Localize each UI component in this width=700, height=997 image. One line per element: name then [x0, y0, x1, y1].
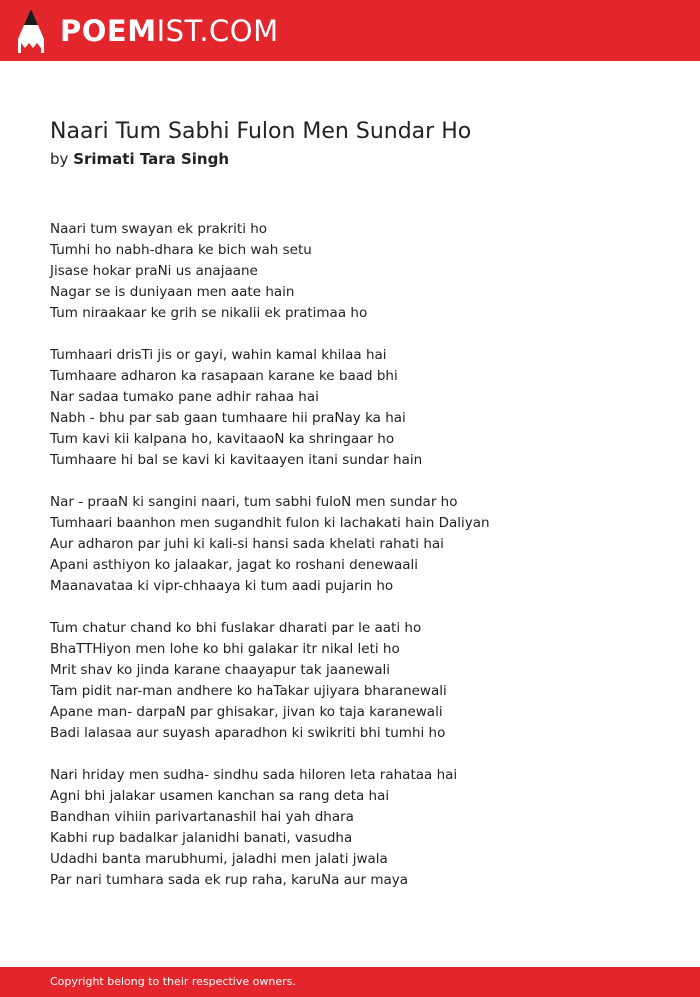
poem-line: Tum kavi kii kalpana ho, kavitaaoN ka shringaar ho — [50, 431, 395, 447]
poem-stanza — [50, 765, 670, 891]
by-label: by — [50, 150, 69, 168]
poem-line: Tumhaari baanhon men sugandhit fulon ki lachakati hain Daliyan — [50, 515, 490, 531]
poem-line: Agni bhi jalakar usamen kanchan sa rang deta hai — [50, 788, 390, 804]
poem-line: Par nari tumhara sada ek rup raha, karuNa aur maya — [50, 872, 409, 888]
poem-line: Tum chatur chand ko bhi fuslakar dharati par le aati ho — [50, 620, 422, 636]
poem-line: Nagar se is duniyaan men aate hain — [50, 284, 295, 300]
poem-stanza — [50, 618, 670, 744]
poem-line: Maanavataa ki vipr-chhaaya ki tum aadi pujarin ho — [50, 578, 394, 594]
poem-line: Nar sadaa tumako pane adhir rahaa hai — [50, 389, 319, 405]
poem-line: Jisase hokar praNi us anajaane — [50, 263, 258, 279]
poem-line: BhaTTHiyon men lohe ko bhi galakar itr nikal leti ho — [50, 641, 400, 657]
poem-line: Tum niraakaar ke grih se nikalii ek pratimaa ho — [50, 305, 368, 321]
author-name[interactable]: Srimati Tara Singh — [73, 150, 230, 168]
poem-line: Aur adharon par juhi ki kali-si hansi sada khelati rahati hai — [50, 536, 444, 552]
poem-line: Udadhi banta marubhumi, jaladhi men jalati jwala — [50, 851, 388, 867]
copyright-notice: Copyright belong to their respective owners. — [50, 975, 296, 988]
poem-stanza — [50, 345, 670, 471]
poem-line: Nari hriday men sudha- sindhu sada hiloren leta rahataa hai — [50, 767, 458, 783]
poem-line: Tumhi ho nabh-dhara ke bich wah setu — [50, 242, 312, 258]
poem-line: Bandhan vihiin parivartanashil hai yah dhara — [50, 809, 354, 825]
site-header — [0, 0, 700, 61]
poem-line: Nabh - bhu par sab gaan tumhaare hii praNay ka hai — [50, 410, 406, 426]
poem-line: Kabhi rup badalkar jalanidhi banati, vasudha — [50, 830, 353, 846]
poem-line: Naari tum swayan ek prakriti ho — [50, 221, 268, 237]
poem-stanza — [50, 219, 670, 324]
pencil-tip-icon[interactable] — [18, 9, 44, 53]
logo-text-light: IST.COM — [156, 14, 279, 48]
poem-line: Badi lalasaa aur suyash aparadhon ki swikriti bhi tumhi ho — [50, 725, 446, 741]
site-logo[interactable] — [60, 12, 279, 50]
poem-line: Mrit shav ko jinda karane chaayapur tak jaanewali — [50, 662, 390, 678]
poem-line: Tumhaare adharon ka rasapaan karane ke baad bhi — [50, 368, 398, 384]
poem-body — [50, 219, 670, 912]
poem-line: Nar - praaN ki sangini naari, tum sabhi fuloN men sundar ho — [50, 494, 458, 510]
poem-line: Tam pidit nar-man andhere ko haTakar ujiyara bharanewali — [50, 683, 447, 699]
site-footer — [0, 967, 700, 997]
poem-stanza — [50, 492, 670, 597]
byline — [50, 148, 229, 170]
poem-line: Tumhaare hi bal se kavi ki kavitaayen itani sundar hain — [50, 452, 423, 468]
poem-line: Tumhaari drisTi jis or gayi, wahin kamal khilaa hai — [50, 347, 387, 363]
poem-line: Apane man- darpaN par ghisakar, jivan ko taja karanewali — [50, 704, 443, 720]
poem-line: Apani asthiyon ko jalaakar, jagat ko roshani denewaali — [50, 557, 419, 573]
poem-title: Naari Tum Sabhi Fulon Men Sundar Ho — [50, 119, 472, 144]
logo-text-bold: POEM — [60, 14, 157, 48]
